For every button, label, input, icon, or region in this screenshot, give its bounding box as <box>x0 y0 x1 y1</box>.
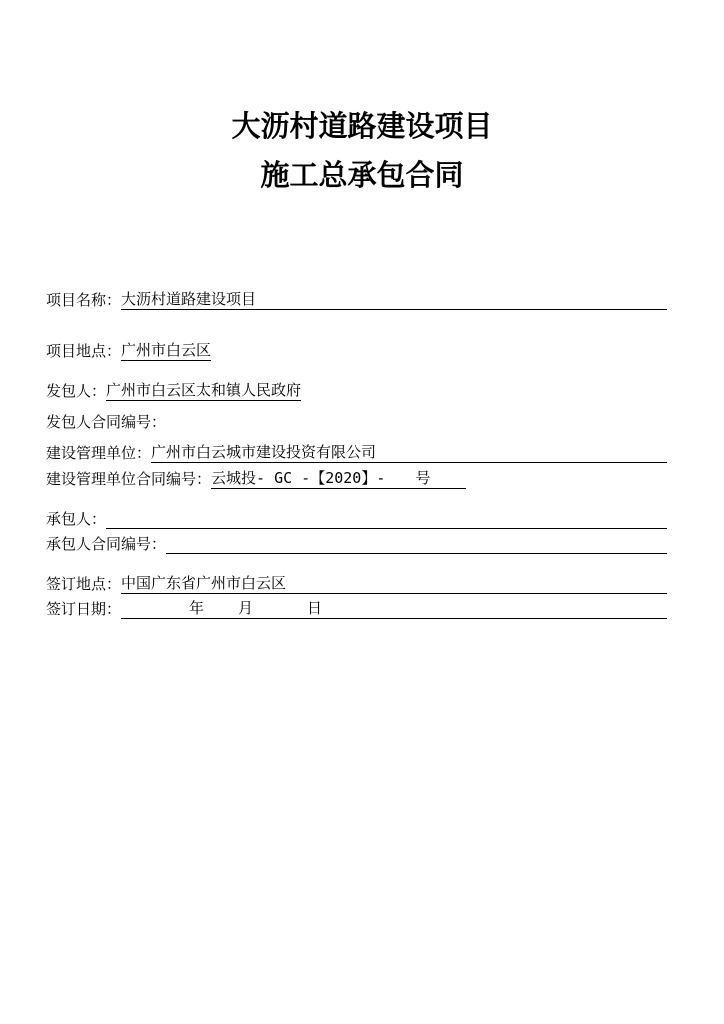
contractor-value <box>106 508 667 529</box>
management-contract-number-suffix: 号 <box>415 469 431 487</box>
management-contract-number-value <box>211 468 466 489</box>
management-unit-label: 建设管理单位： <box>46 444 152 462</box>
contract-title-line-2: 施工总承包合同 <box>260 158 464 192</box>
employer-contract-number-value <box>166 412 667 432</box>
management-contract-number-field <box>46 467 466 489</box>
contractor-contract-number-field <box>46 532 667 554</box>
project-location-field <box>46 339 667 361</box>
employer-contract-number-label: 发包人合同编号： <box>46 413 167 431</box>
project-name-field <box>46 288 667 310</box>
project-name-value: 大沥村道路建设项目 <box>121 289 667 310</box>
signing-place-field <box>46 572 667 594</box>
signing-date-year: 年 <box>189 599 205 617</box>
employer-contract-number-field <box>46 410 667 432</box>
employer-field <box>46 379 667 401</box>
project-location-label: 项目地点： <box>46 342 122 360</box>
management-unit-field <box>46 441 667 463</box>
signing-place-value: 中国广东省广州市白云区 <box>121 573 667 594</box>
signing-date-day: 日 <box>307 599 323 617</box>
contractor-contract-number-value <box>166 533 667 554</box>
employer-value: 广州市白云区太和镇人民政府 <box>106 381 302 399</box>
signing-place-label: 签订地点： <box>46 575 122 593</box>
contractor-field <box>46 507 667 529</box>
signing-date-month: 月 <box>238 599 254 617</box>
signing-date-label: 签订日期： <box>46 600 122 618</box>
management-unit-value: 广州市白云城市建设投资有限公司 <box>151 442 667 463</box>
management-contract-number-prefix: 云城投- GC -【2020】- <box>211 469 386 487</box>
management-contract-number-label: 建设管理单位合同编号： <box>46 470 212 488</box>
contractor-label: 承包人： <box>46 510 107 528</box>
project-name-label: 项目名称： <box>46 291 122 309</box>
project-location-value: 广州市白云区 <box>121 341 212 359</box>
contractor-contract-number-label: 承包人合同编号： <box>46 535 167 553</box>
contract-title-line-1: 大沥村道路建设项目 <box>231 109 493 143</box>
signing-date-field <box>46 597 667 619</box>
signing-date-value <box>121 598 667 619</box>
employer-label: 发包人： <box>46 382 107 400</box>
